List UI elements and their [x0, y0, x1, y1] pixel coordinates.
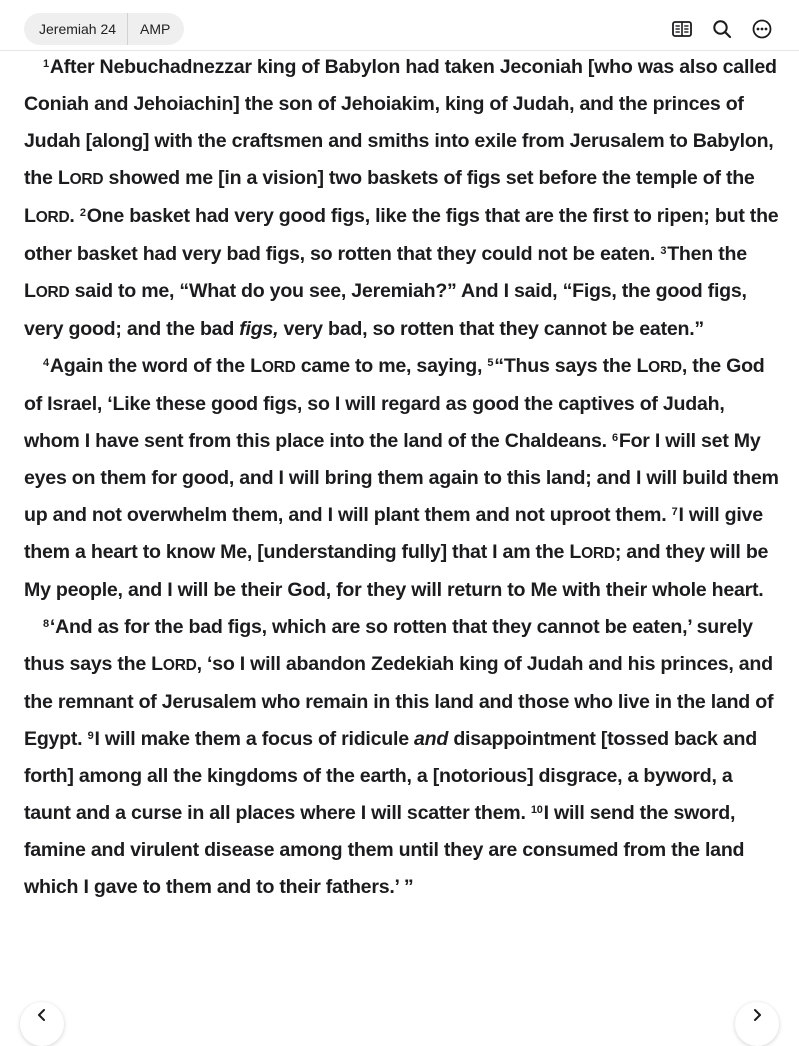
parallel-icon[interactable]	[669, 16, 695, 42]
version-button[interactable]: AMP	[140, 21, 171, 37]
verse-text: came to me, saying,	[295, 355, 488, 377]
verse-text: figs,	[239, 318, 279, 340]
verse-number: 2	[79, 207, 86, 219]
verse-text: said to me, “What do you see, Jeremiah?” And I said, “Figs, the good figs, very good; and the bad	[24, 280, 747, 340]
more-icon[interactable]	[749, 16, 775, 42]
divine-name: LORD	[57, 167, 104, 189]
verse-1[interactable]	[24, 56, 777, 227]
verse-number: 6	[611, 432, 618, 444]
verse-text: , ‘so I will abandon Zedekiah king of Judah and his princes, and the remnant of Jerusalem who remain in this land and those who live in the land of Egypt.	[24, 653, 774, 750]
verse-number: 4	[43, 357, 49, 369]
chevron-left-icon	[36, 1008, 48, 1027]
paragraph	[24, 348, 784, 609]
verse-text: I will make them a focus of ridicule	[94, 728, 415, 750]
verse-text: “Thus says the	[494, 355, 637, 377]
verse-text: Again the word of the	[49, 355, 251, 377]
verse-text: disappointment [tossed back and forth] among all the kingdoms of the earth, a [notorious] disgrace, a byword, a taunt and a curse in all places where I will scatter them.	[24, 728, 757, 824]
divine-name: LORD	[151, 653, 197, 675]
verse-text: ; and they will be My people, and I will be their God, for they will return to Me with their whole heart.	[24, 541, 769, 601]
verse-number: 1	[43, 58, 49, 70]
paragraph	[24, 49, 784, 348]
verse-text: ‘And as for the bad figs, which are so rotten that they cannot be eaten,’ surely thus says the	[24, 616, 753, 675]
verse-number: 10	[530, 804, 543, 816]
verse-text: After Nebuchadnezzar king of Babylon had taken Jeconiah [who was also called Coniah and Jehoiachin] the son of Jehoiakim, king of Judah, and the princes of Judah [along] with the craftsmen and smiths into exile from Jerusalem to Babylon, the	[24, 56, 777, 189]
divine-name: LORD	[250, 355, 296, 377]
divine-name: LORD	[569, 541, 615, 563]
book-chapter-button[interactable]: Jeremiah 24	[24, 13, 128, 45]
passage-text	[24, 49, 784, 906]
verse-4[interactable]	[43, 355, 487, 377]
verse-text: and	[414, 728, 449, 750]
paragraph	[24, 609, 784, 906]
previous-chapter-button[interactable]	[20, 1002, 64, 1046]
verse-number: 3	[660, 245, 667, 257]
verse-text: I will send the sword, famine and virulent disease among them until they are consumed from the land which I gave to them and to their fathers.’ ”	[24, 802, 745, 898]
verse-number: 8	[43, 618, 49, 630]
verse-text: showed me [in a vision] two baskets of figs set before the temple of the	[103, 167, 755, 189]
verse-text: , the God of Israel, ‘Like these good figs, so I will regard as good the captives of Judah, whom I have sent from this place into the land of the Chaldeans.	[24, 355, 765, 452]
chevron-right-icon	[751, 1008, 763, 1027]
verse-text: Then the	[667, 243, 747, 265]
top-bar	[0, 0, 799, 51]
toolbar	[669, 16, 775, 42]
verse-text: I will give them a heart to know Me, [understanding fully] that I am the	[24, 504, 763, 563]
verse-text: very bad, so rotten that they cannot be eaten.”	[278, 318, 704, 340]
divine-name: LORD	[24, 280, 70, 302]
next-chapter-button[interactable]	[735, 1002, 779, 1046]
verse-text: For I will set My eyes on them for good, and I will bring them again to this land; and I will build them up and not overwhelm them, and I will plant them and not uproot them.	[24, 430, 779, 526]
search-icon[interactable]	[709, 16, 735, 42]
verse-text: One basket had very good figs, like the figs that are the first to ripen; but the other basket had very bad figs, so rotten that they could not be eaten.	[24, 205, 779, 265]
divine-name: LORD	[24, 205, 70, 227]
passage-selector	[24, 13, 184, 45]
verse-number: 5	[487, 357, 494, 369]
verse-number: 7	[671, 506, 678, 518]
verse-number: 9	[87, 730, 94, 742]
divine-name: LORD	[636, 355, 682, 377]
verse-text: .	[69, 205, 80, 227]
